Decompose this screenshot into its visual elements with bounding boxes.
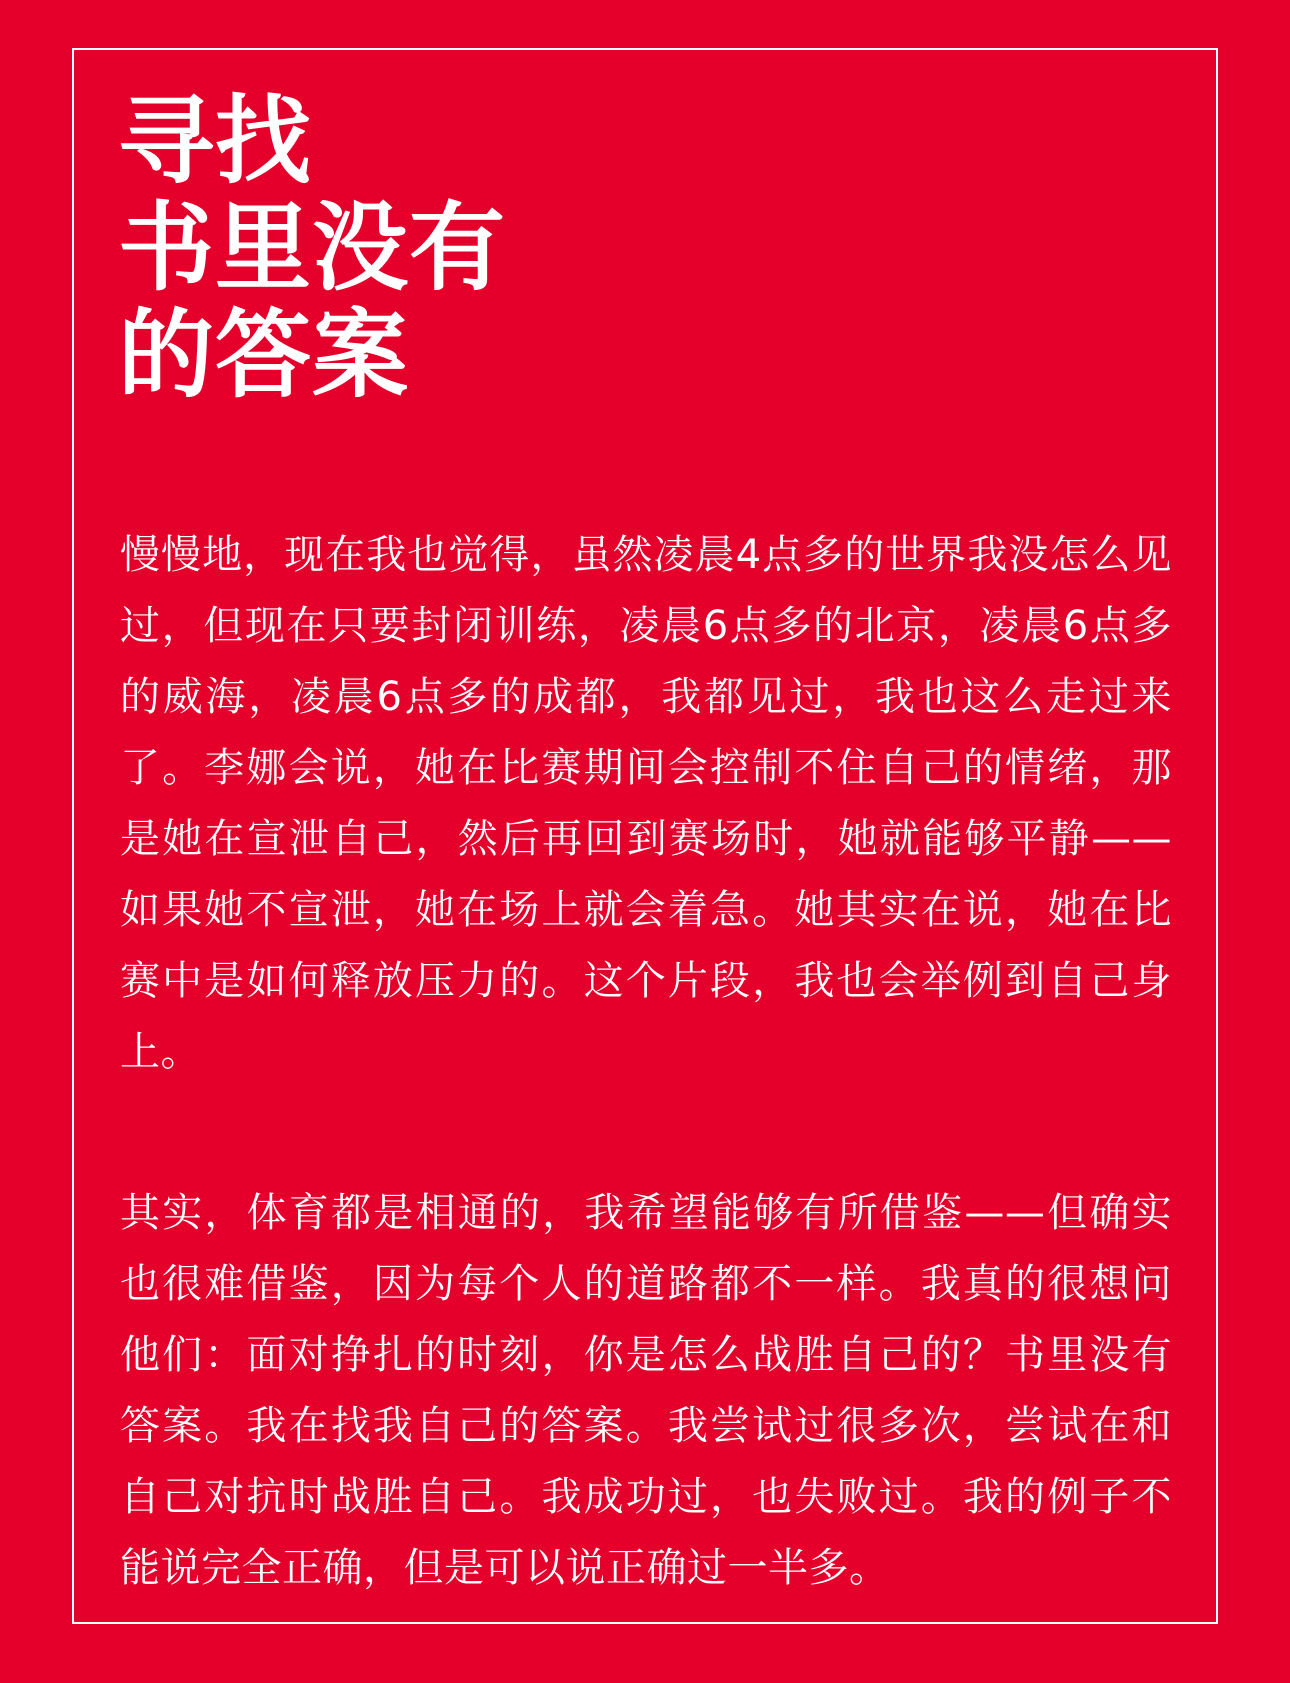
body-paragraph-2: 其实，体育都是相通的，我希望能够有所借鉴——但确实也很难借鉴，因为每个人的道路都不一样。我真的很想问他们：面对挣扎的时刻，你是怎么战胜自己的？书里没有答案。我在找我自己的答案。我尝试过很多次，尝试在和自己对抗时战胜自己。我成功过，也失败过。我的例子不能说完全正确，但是可以说正确过一半多。 [120, 1190, 1172, 1591]
title-line-1: 寻找 [118, 85, 312, 197]
title-line-3: 的答案 [118, 299, 409, 411]
title-line-2: 书里没有 [118, 192, 506, 304]
page-title [118, 85, 506, 411]
body-paragraph-1: 慢慢地，现在我也觉得，虽然凌晨4点多的世界我没怎么见过，但现在只要封闭训练，凌晨6点多的北京，凌晨6点多的威海，凌晨6点多的成都，我都见过，我也这么走过来了。李娜会说，她在比赛期间会控制不住自己的情绪，那是她在宣泄自己，然后再回到赛场时，她就能够平静——如果她不宣泄，她在场上就会着急。她其实在说，她在比赛中是如何释放压力的。这个片段，我也会举例到自己身上。 [120, 532, 1172, 1075]
